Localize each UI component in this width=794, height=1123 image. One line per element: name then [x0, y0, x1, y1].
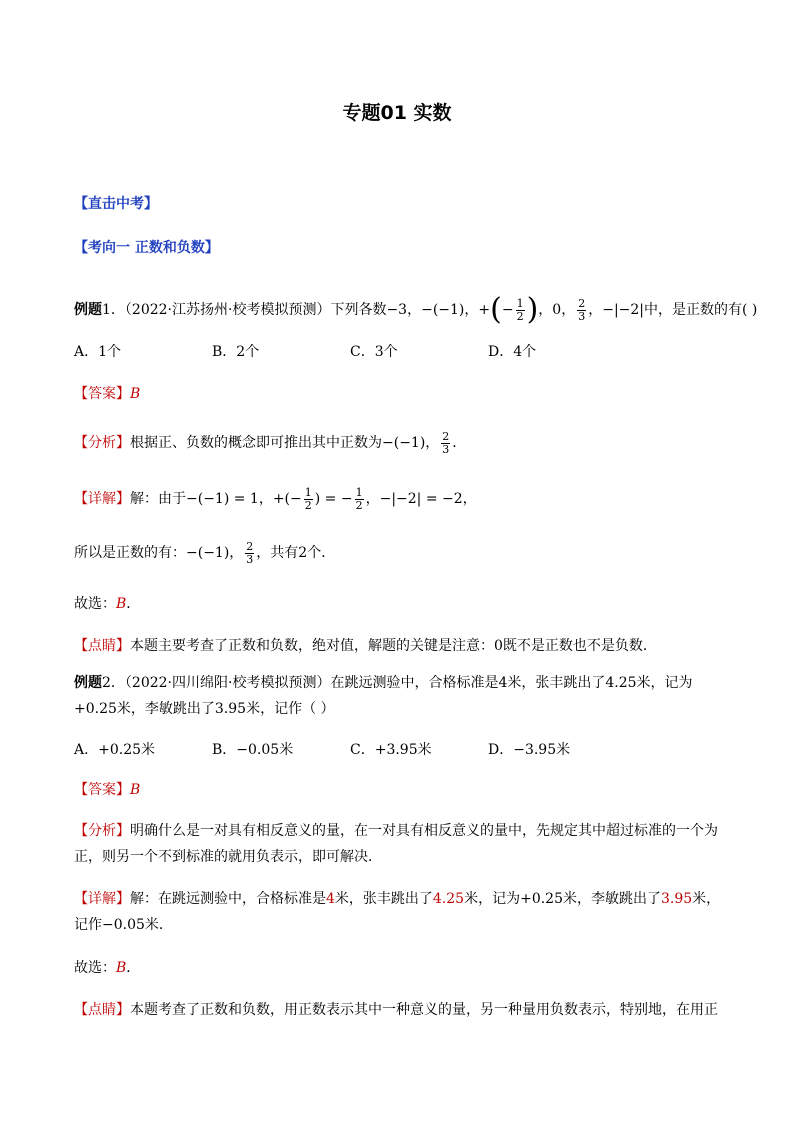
choice-b[interactable]: B．−0.05米 — [212, 742, 294, 758]
section-heading: 【直击中考】 — [74, 196, 158, 212]
example1-stem: 例题1．（2022·江苏扬州·校考模拟预测）下列各数−3，−(−1)，+(− $\frac{1}{2}$ )，0， $\frac{2}{3}$ ，−|−2|中，是正数的有( ) — [74, 292, 758, 327]
choice-d[interactable]: D．−3.95米 — [488, 742, 571, 758]
example1-analysis: 【分析】根据正、负数的概念即可推出其中正数为−(−1)， $\frac{2}{3}$ ． — [74, 429, 467, 456]
example2-answer: 【答案】B — [74, 782, 141, 798]
example1-choices — [74, 342, 626, 362]
example1-choose: 故选：B． — [74, 596, 141, 612]
example1-detail: 【详解】解：由于−(−1) = 1，+(− $\frac{1}{2}$ ) = − $\frac{1}{2}$ ，−|−2| = −2， — [74, 485, 477, 512]
example2-comment: 【点睛】本题考查了正数和负数，用正数表示其中一种意义的量，另一种量用负数表示，特别地，在用正 — [74, 1002, 718, 1018]
example2-stem: 例题2．（2022·四川绵阳·校考模拟预测）在跳远测验中，合格标准是4米，张丰跳出了4.25米，记为+0.25米，李敏跳出了3.95米，记作（ ） — [74, 675, 693, 717]
fraction-two-thirds: $\frac{2}{3}$ — [578, 296, 586, 323]
choice-c[interactable]: C．+3.95米 — [350, 742, 432, 758]
example1-detail-2: 所以是正数的有：−(−1)， $\frac{2}{3}$ ，共有2个． — [74, 539, 336, 566]
example1-source: （2022·江苏扬州·校考模拟预测） — [124, 302, 331, 318]
choice-a[interactable]: A．1个 — [74, 344, 122, 360]
example2-choose: 故选：B． — [74, 960, 141, 976]
choice-c[interactable]: C．3个 — [350, 344, 398, 360]
page-title: 专题01 实数 — [342, 102, 452, 124]
example1-label: 例题 — [74, 302, 102, 318]
example2-analysis: 【分析】明确什么是一对具有相反意义的量，在一对具有相反意义的量中，先规定其中超过标准的一个为正，则另一个不到标准的就用负表示，即可解决． — [74, 823, 718, 865]
topic-heading: 【考向一 正数和负数】 — [74, 240, 219, 256]
example2-source: （2022·四川绵阳·校考模拟预测） — [124, 675, 331, 691]
choice-d[interactable]: D．4个 — [488, 344, 537, 360]
example2-label: 例题 — [74, 675, 102, 691]
example2-choices — [74, 740, 626, 760]
choice-b[interactable]: B．2个 — [212, 344, 260, 360]
left-paren: ( — [490, 292, 502, 327]
choice-a[interactable]: A．+0.25米 — [74, 742, 156, 758]
example1-answer: 【答案】B — [74, 386, 141, 402]
example2-detail: 【详解】解：在跳远测验中，合格标准是4米，张丰跳出了4.25米，记为+0.25米，李敏跳出了3.95米，记作−0.05米． — [74, 891, 721, 933]
example1-comment: 【点睛】本题主要考查了正数和负数，绝对值，解题的关键是注意：0既不是正数也不是负数． — [74, 638, 657, 654]
fraction-one-half: $\frac{1}{2}$ — [516, 296, 524, 323]
right-paren: ) — [526, 292, 539, 327]
